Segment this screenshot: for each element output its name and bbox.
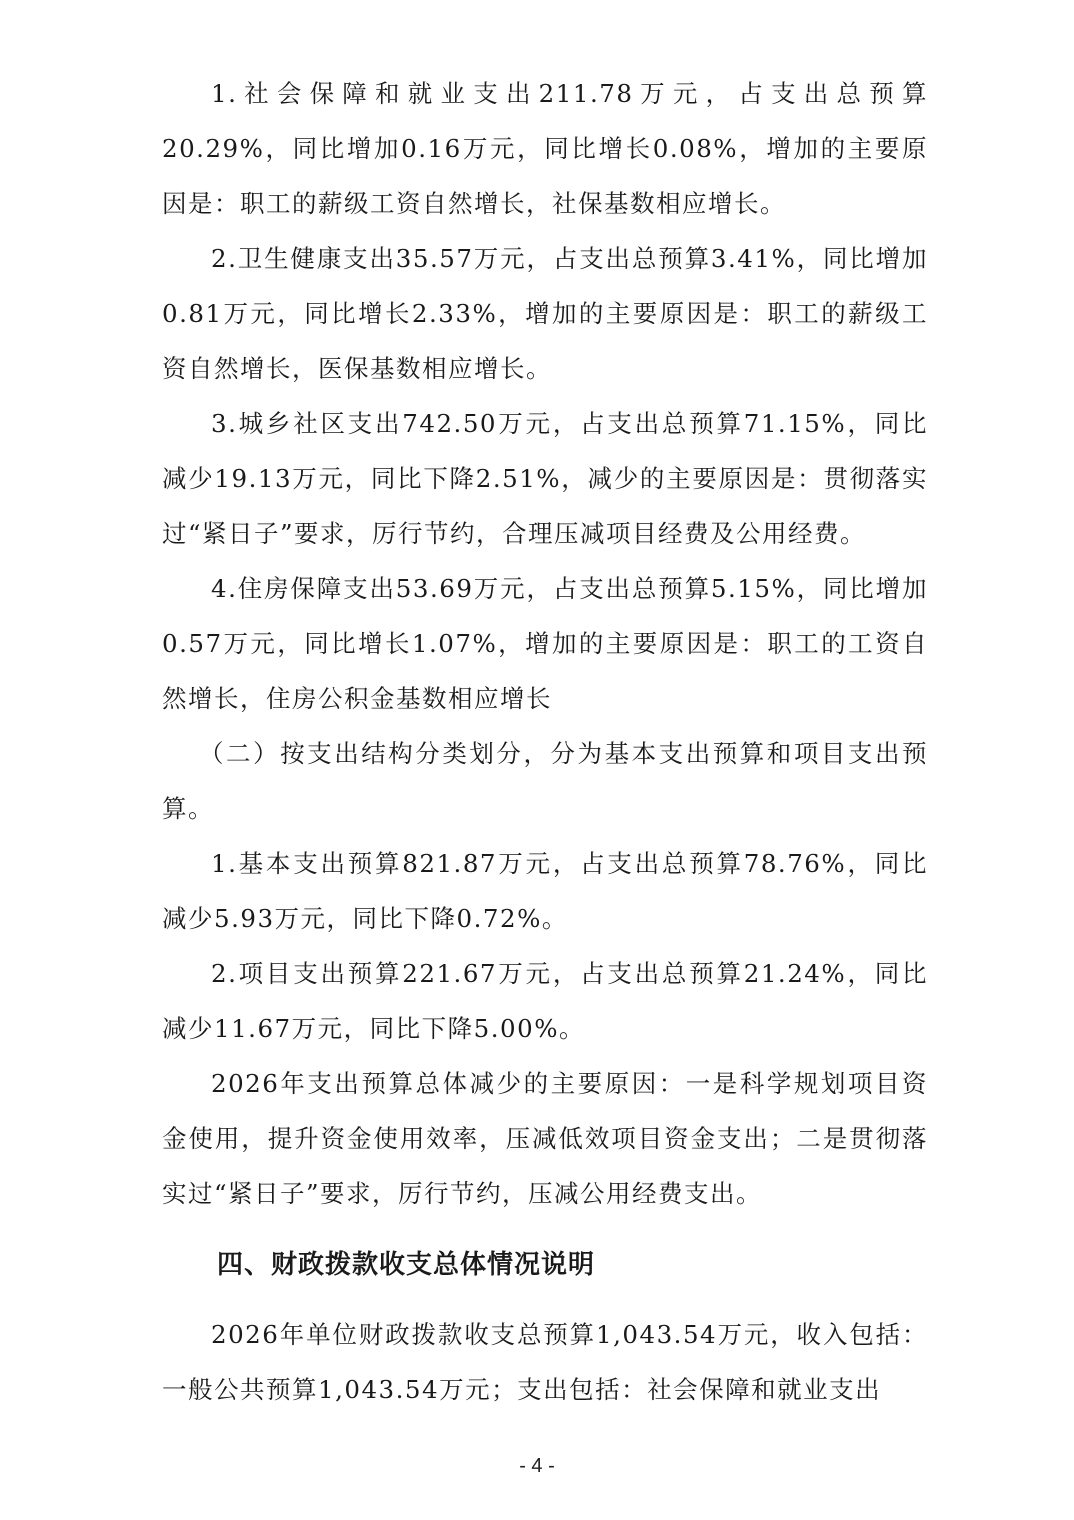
paragraph-social-security: 1.社会保障和就业支出211.78万元，占支出总预算20.29%，同比增加0.16万元，同比增长0.08%，增加的主要原因是：职工的薪级工资自然增长，社保基数相应增长。 [162,79,928,218]
paragraph-housing: 4.住房保障支出53.69万元，占支出总预算5.15%，同比增加0.57万元，同比增长1.07%，增加的主要原因是：职工的工资自然增长，住房公积金基数相应增长 [162,574,928,713]
paragraph-decrease-reasons: 2026年支出预算总体减少的主要原因：一是科学规划项目资金使用，提升资金使用效率，压减低效项目资金支出；二是贯彻落实过“紧日子”要求，厉行节约，压减公用经费支出。 [162,1069,928,1208]
section-heading: 四、财政拨款收支总体情况说明 [217,1250,596,1280]
paragraph-basic-expenditure: 1.基本支出预算821.87万元，占支出总预算78.76%，同比减少5.93万元，同比下降0.72%。 [162,849,928,933]
page-number: - 4 - [519,1455,555,1477]
paragraph-project-expenditure: 2.项目支出预算221.67万元，占支出总预算21.24%，同比减少11.67万元，同比下降5.00%。 [162,959,928,1043]
paragraph-urban-rural: 3.城乡社区支出742.50万元，占支出总预算71.15%，同比减少19.13万元，同比下降2.51%，减少的主要原因是：贯彻落实过“紧日子”要求，厉行节约，合理压减项目经费及公用经费。 [162,409,928,548]
paragraph-fiscal-appropriation: 2026年单位财政拨款收支总预算1,043.54万元，收入包括：一般公共预算1,043.54万元；支出包括：社会保障和就业支出 [162,1320,928,1404]
paragraph-structure-classification: （二）按支出结构分类划分，分为基本支出预算和项目支出预算。 [162,739,928,823]
paragraph-health: 2.卫生健康支出35.57万元，占支出总预算3.41%，同比增加0.81万元，同比增长2.33%，增加的主要原因是：职工的薪级工资自然增长，医保基数相应增长。 [162,244,928,383]
document-page [162,66,928,1417]
